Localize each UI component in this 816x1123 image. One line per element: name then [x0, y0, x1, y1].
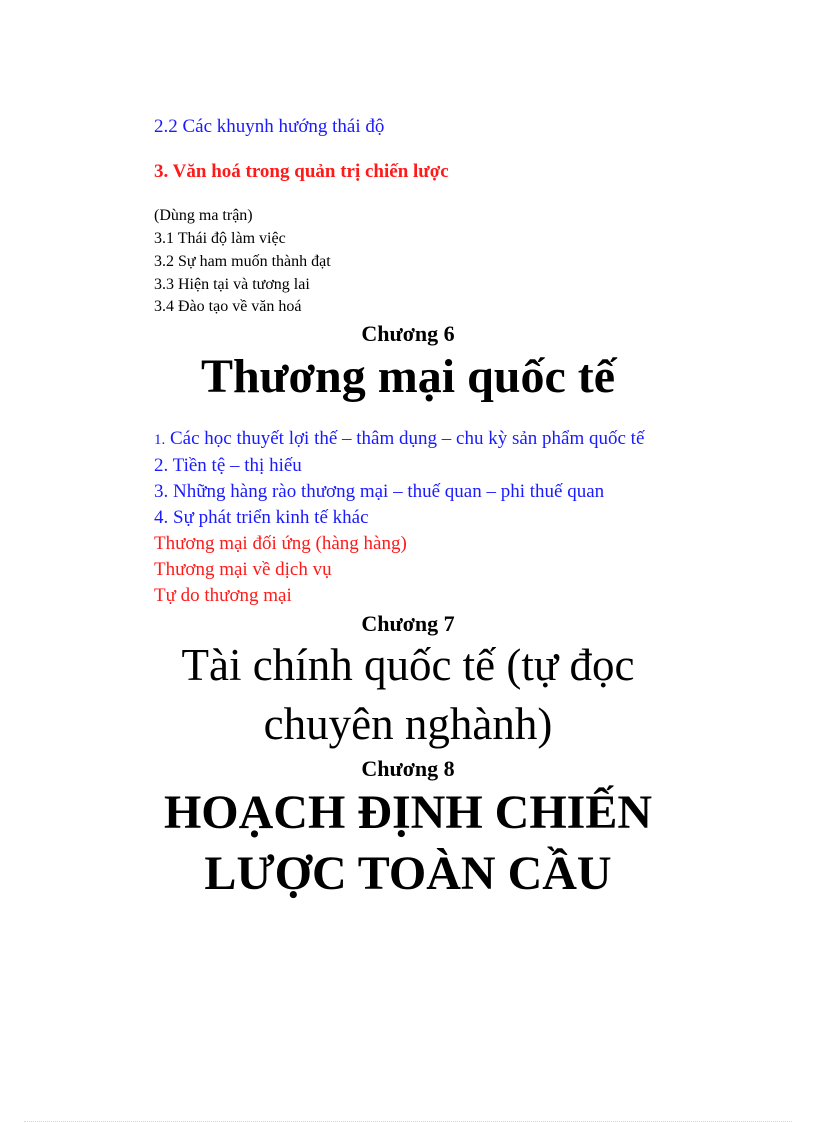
chapter-8-label: Chương 8	[361, 756, 455, 781]
section-2-2: 2.2 Các khuynh hướng thái độ	[154, 116, 385, 137]
chapter-6-label: Chương 6	[361, 321, 455, 346]
section-3-1: 3.1 Thái độ làm việc	[154, 230, 286, 247]
chapter-8-title-line-2: LƯỢC TOÀN CẦU	[204, 847, 612, 900]
chapter-7-title-line-2: chuyên nghành)	[263, 699, 553, 749]
chapter-6-item-3: 3. Những hàng rào thương mại – thuế quan – phi thuế quan	[154, 481, 605, 502]
chapter-7-title-line-1: Tài chính quốc tế (tự đọc	[181, 640, 635, 690]
item-1-number: 1.	[154, 432, 166, 448]
section-3-note: (Dùng ma trận)	[154, 207, 253, 224]
chapter-6-item-1	[154, 429, 644, 448]
chapter-6-red-item-1: Thương mại đối ứng (hàng hàng)	[154, 533, 407, 554]
chapter-6-item-4: 4. Sự phát triển kinh tế khác	[154, 507, 369, 528]
chapter-6-item-2: 2. Tiền tệ – thị hiếu	[154, 455, 302, 476]
chapter-6-red-item-3: Tự do thương mại	[154, 585, 292, 606]
section-3-heading: 3. Văn hoá trong quản trị chiến lược	[154, 161, 449, 182]
section-3-4: 3.4 Đào tạo về văn hoá	[154, 298, 302, 315]
chapter-6-red-item-2: Thương mại về dịch vụ	[154, 559, 332, 580]
page-bottom-divider	[24, 1121, 792, 1122]
item-1-text: Các học thuyết lợi thế – thâm dụng – chu kỳ sản phẩm quốc tế	[165, 428, 645, 449]
section-3-2: 3.2 Sự ham muốn thành đạt	[154, 253, 331, 270]
section-3-3: 3.3 Hiện tại và tương lai	[154, 276, 310, 293]
chapter-7-label: Chương 7	[361, 611, 455, 636]
chapter-6-title: Thương mại quốc tế	[200, 350, 616, 403]
chapter-8-title-line-1: HOẠCH ĐỊNH CHIẾN	[163, 786, 653, 839]
